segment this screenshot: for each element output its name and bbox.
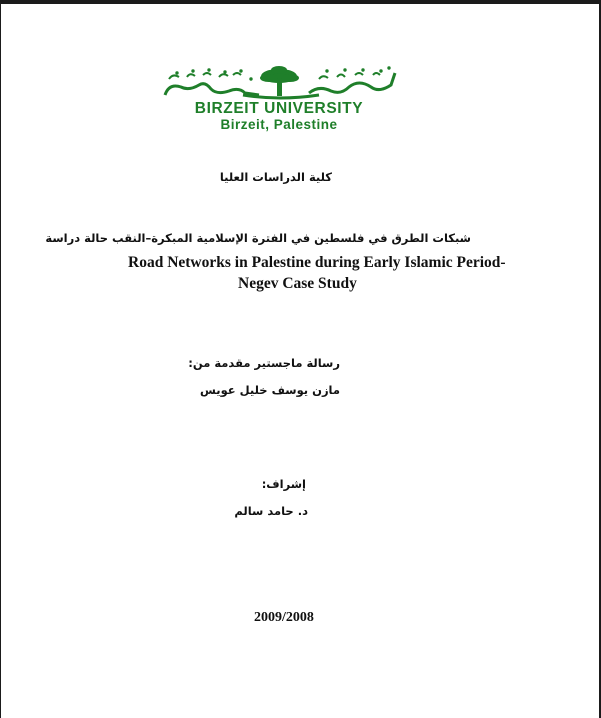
thesis-title-english-line1: Road Networks in Palestine during Early Islamic Period- — [128, 254, 506, 271]
supervisor-name: د. حامد سالم — [234, 504, 308, 518]
supervision-label: إشراف: — [261, 477, 306, 491]
faculty-name: كلية الدراسات العليا — [219, 170, 332, 184]
author-name: مازن يوسف خليل عويس — [200, 383, 340, 397]
academic-year: 2009/2008 — [254, 610, 314, 625]
thesis-title-english-line2: Negev Case Study — [238, 275, 357, 292]
thesis-title-arabic: شبكات الطرق في فلسطين في الفترة الإسلامية المبكرة–النقب حالة دراسة — [45, 231, 471, 245]
university-name-english: BIRZEIT UNIVERSITY — [194, 100, 364, 117]
olive-tree-icon — [159, 65, 399, 105]
university-location: Birzeit, Palestine — [220, 117, 338, 132]
thesis-label: رسالة ماجستير مقدمة من: — [188, 356, 340, 370]
university-logo — [159, 65, 399, 137]
document-page — [1, 4, 599, 718]
